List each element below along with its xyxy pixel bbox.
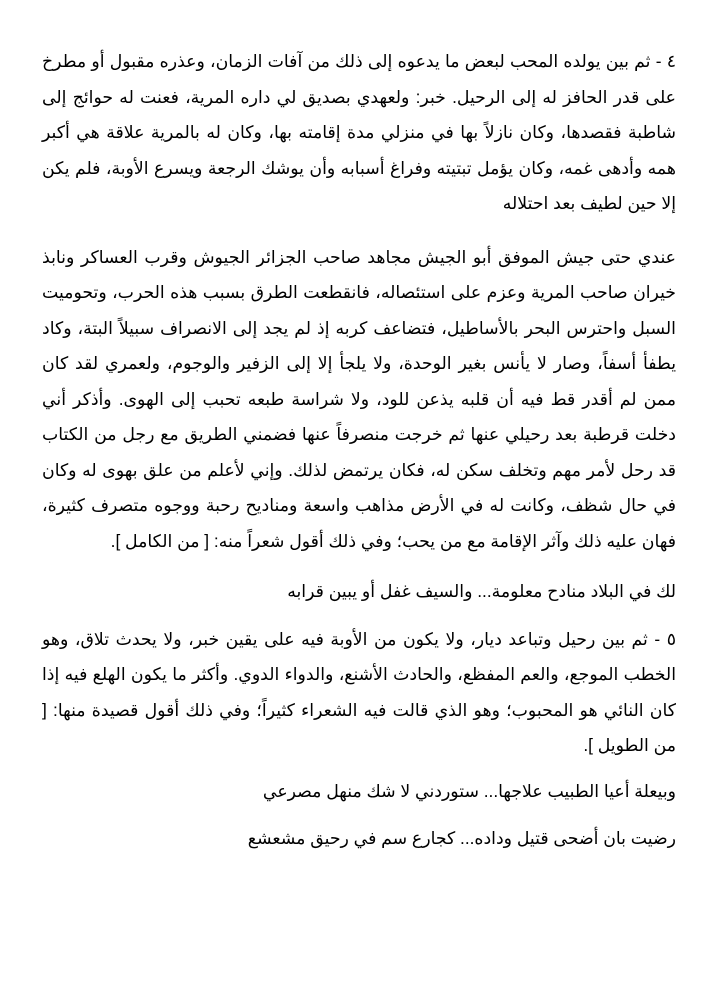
verse-line: رضيت بان أضحى قتيل وداده... كجارع سم في رحيق مشعشع [247, 828, 676, 848]
verse-line: وبيعلة أعيا الطبيب علاجها... ستوردني لا شك منهل مصرعي [262, 780, 676, 801]
paragraph-section-4: ٤ - ثم بين يولده المحب لبعض ما يدعوه إلى ذلك من آفات الزمان، وعذره مقبول أو مطرخ على قدر الحافز له إلى الرحيل. خبر: ولعهدي بصديق لي داره المرية، فعنت له حوائج إلى شاطبة فقصدها، وكان نازلاً بها في منزلي مدة إقامته بها، وكان له بالمرية علاقة هي أكبر همه وأدهى غمه، وكان يؤمل تبتيته وفراغ أسبابه وأن يوشك الرجعة ويسرع الأوبة، فلم يكن إلا حين لطيف بعد احتلاله [42, 51, 676, 213]
paragraph-section-5: ٥ - ثم بين رحيل وتباعد ديار، ولا يكون من الأوبة فيه على يقين خبر، ولا يحدث تلاق، وهو الخطب الموجع، والعم المفظع، والحادث الأشنع، والدواء الدوي. وأكثر ما يكون الهلع فيه إذا كان النائي هو المحبوب؛ وهو الذي قالت فيه الشعراء كثيراً؛ وفي ذلك أقول قصيدة منها: [ من الطويل ]. [42, 628, 676, 755]
verse-line: لك في البلاد منادح معلومة... والسيف غفل أو يبين قرابه [287, 581, 676, 601]
paragraph-continuation: عندي حتى جيش الموفق أبو الجيش مجاهد صاحب الجزائر الجيوش وقرب العساكر ونابذ خيران صاحب المرية وعزم على استئصاله، فانقطعت الطرق بسبب هذه الحرب، وتحوميت السبل واحترس البحر بالأساطيل، فتضاعف كربه إذ لم يجد إلى الانصراف سبيلاً البتة، وكاد يطفأ أسفاً، وصار لا يأنس بغير الوحدة، ولا يلجأ إلا إلى الزفير والوجوم، ولعمري لقد كان ممن لم أقدر قط فيه أن قلبه يذعن للود، ولا شراسة طبعه تحبب إلى الهوى. وأذكر أني دخلت قرطبة بعد رحيلي عنها ثم خرجت منصرفاً عنها فضمني الطريق مع رجل من الكتاب قد رحل لأمر مهم وتخلف سكن له، فكان يرتمض لذلك. وإني لأعلم من علق بهوى له وكان في حال شظف، وكانت له في الأرض مذاهب واسعة ومناديح رحبة ووجوه متصرف كثيرة، فهان عليه ذلك وآثر الإقامة مع من يحب؛ وفي ذلك أقول شعراً منه: [ من الكامل ]. [42, 246, 676, 551]
